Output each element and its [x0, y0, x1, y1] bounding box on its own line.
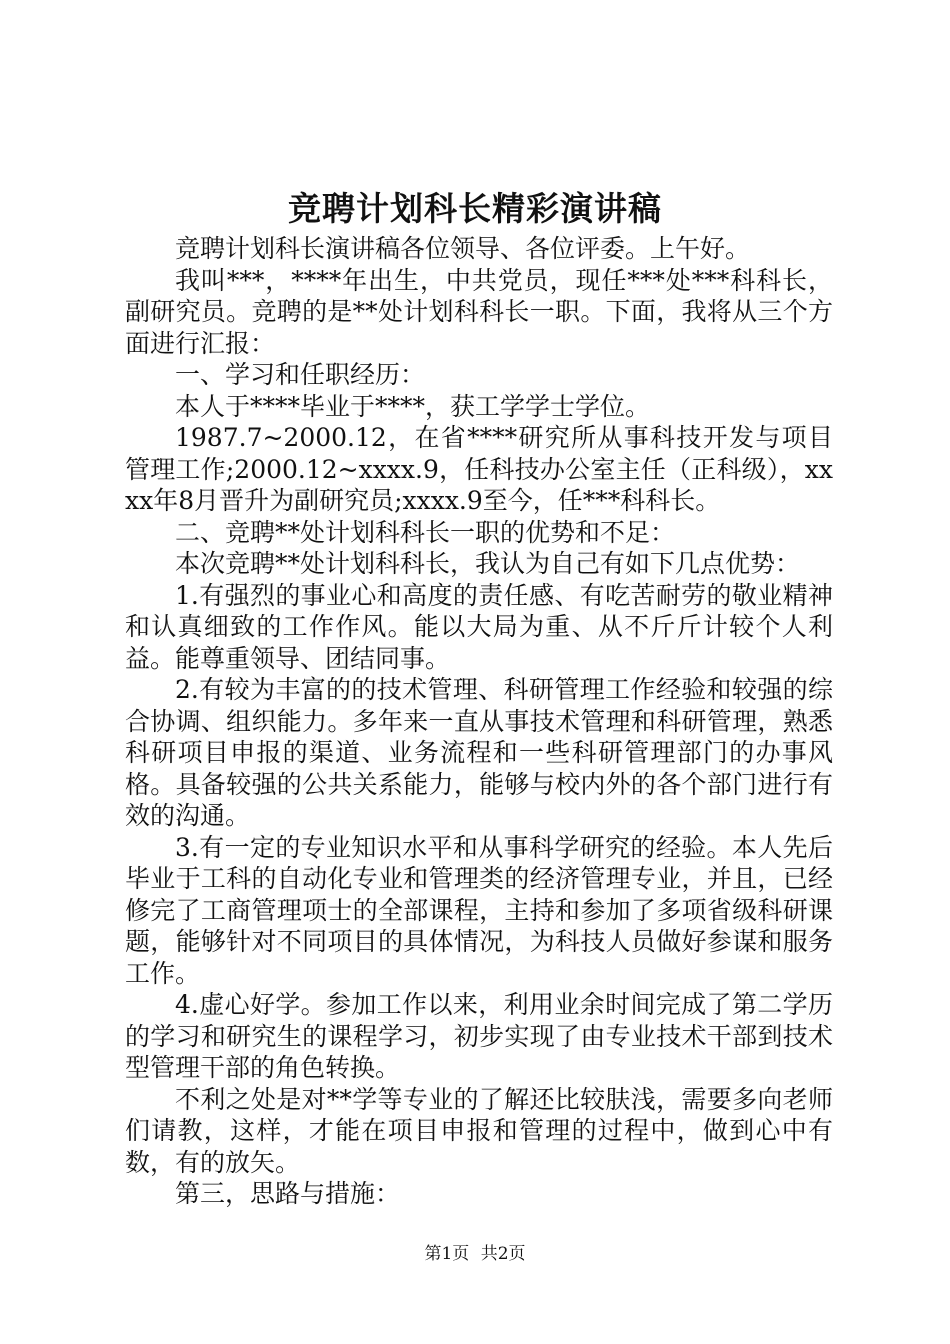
paragraph-education: 本人于****毕业于****，获工学学士学位。 [175, 391, 651, 421]
advantage-item-3: 3.有一定的专业知识水平和从事科学研究的经验。本人先后毕业于工科的自动化专业和管理类的经济管理专业，并且，已经修完了工商管理项士的全部课程，主持和参加了多项省级科研课题，能够针对不同项目的具体情况，为科技人员做好参谋和服务工作。 [125, 832, 833, 988]
advantage-item-1: 1.有强烈的事业心和高度的责任感、有吃苦耐劳的敬业精神和认真细致的工作作风。能以大局为重、从不斤斤计较个人利益。能尊重领导、团结同事。 [125, 580, 833, 673]
advantage-item-2: 2.有较为丰富的的技术管理、科研管理工作经验和较强的综合协调、组织能力。多年来一直从事技术管理和科研管理，熟悉科研项目申报的渠道、业务流程和一些科研管理部门的办事风格。具备较强的公共关系能力，能够与校内外的各个部门进行有效的沟通。 [125, 675, 833, 830]
page-total: 共2页 [480, 1244, 526, 1264]
section-heading-1: 一、学习和任职经历： [175, 360, 426, 389]
paragraph-greeting: 竞聘计划科长演讲稿各位领导、各位评委。上午好。 [175, 234, 751, 263]
advantage-item-4: 4.虚心好学。参加工作以来，利用业余时间完成了第二学历的学习和研究生的课程学习，初步实现了由专业技术干部到技术型管理干部的角色转换。 [125, 990, 833, 1082]
paragraph-advantages-intro: 本次竞聘**处计划科科长，我认为自己有如下几点优势： [175, 549, 801, 578]
document-body [125, 233, 833, 1210]
section-heading-3: 第三，思路与措施： [175, 1179, 401, 1208]
paragraph-shortcomings: 不利之处是对**学等专业的了解还比较肤浅，需要多向老师们请教，这样，才能在项目申报和管理的过程中，做到心中有数，有的放矢。 [125, 1084, 833, 1177]
document-title: 竞聘计划科长精彩演讲稿 [288, 189, 662, 228]
paragraph-work-history: 1987.7~2000.12，在省****研究所从事科技开发与项目管理工作;2000.12~xxxx.9，任科技办公室主任（正科级），xxxx年8月晋升为副研究员;xxxx.9至今，任***科科长。 [125, 423, 833, 515]
page-footer [0, 1242, 950, 1266]
paragraph-introduction: 我叫***，****年出生，中共党员，现任***处***科科长，副研究员。竞聘的是**处计划科科长一职。下面，我将从三个方面进行汇报： [125, 265, 833, 358]
page-number: 第1页 [424, 1244, 470, 1264]
section-heading-2: 二、竞聘**处计划科科长一职的优势和不足： [175, 517, 676, 547]
